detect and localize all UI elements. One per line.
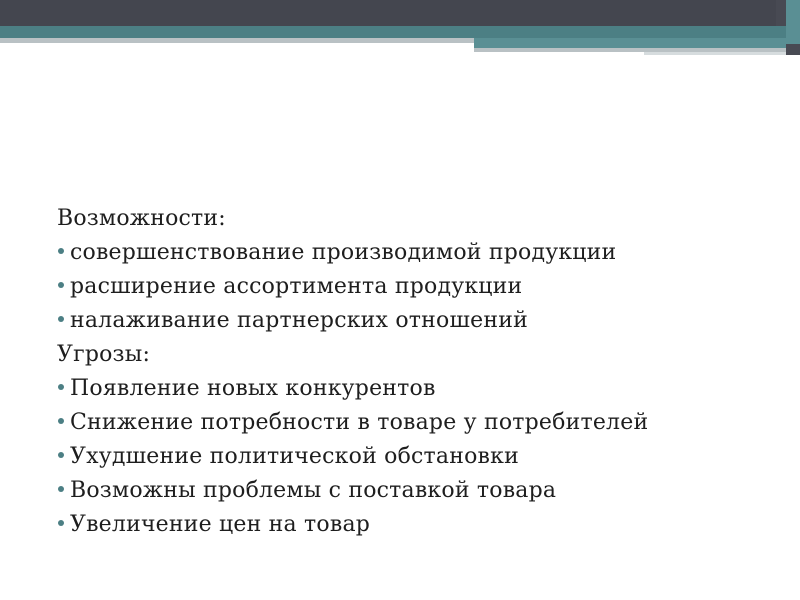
list-item-text: Возможны проблемы с поставкой товара [70,478,557,503]
list-item [57,372,777,406]
list-item-text: совершенствование производимой продукции [70,240,617,265]
slide-body [57,202,777,542]
header-band-grey [0,38,474,43]
list-item-text: Снижение потребности в товаре у потребителей [70,410,649,435]
list-item [57,304,777,338]
list-item [57,474,777,508]
list-item [57,236,777,270]
list-item [57,440,777,474]
bullet-icon [58,486,64,492]
bullet-icon [58,452,64,458]
list-item-text: расширение ассортимента продукции [70,274,523,299]
header-band-teal-right [786,0,800,44]
section-heading-threats: Угрозы: [57,342,151,367]
header-band-light [644,52,786,55]
list-item-text: налаживание партнерских отношений [70,308,528,333]
section-heading-opportunities: Возможности: [57,206,226,231]
list-item-text: Ухудшение политической обстановки [70,444,519,469]
list-item-text: Появление новых конкурентов [70,376,436,401]
bullet-icon [58,418,64,424]
list-item-text: Увеличение цен на товар [70,512,371,537]
header-band-teal [0,26,786,38]
list-item [57,406,777,440]
bullet-icon [58,282,64,288]
list-item [57,270,777,304]
bullet-icon [58,520,64,526]
bullet-icon [58,316,64,322]
list-item [57,508,777,542]
bullet-icon [58,384,64,390]
bullet-icon [58,248,64,254]
header-band-dark [0,0,776,26]
header-band-teal-low [474,38,786,48]
